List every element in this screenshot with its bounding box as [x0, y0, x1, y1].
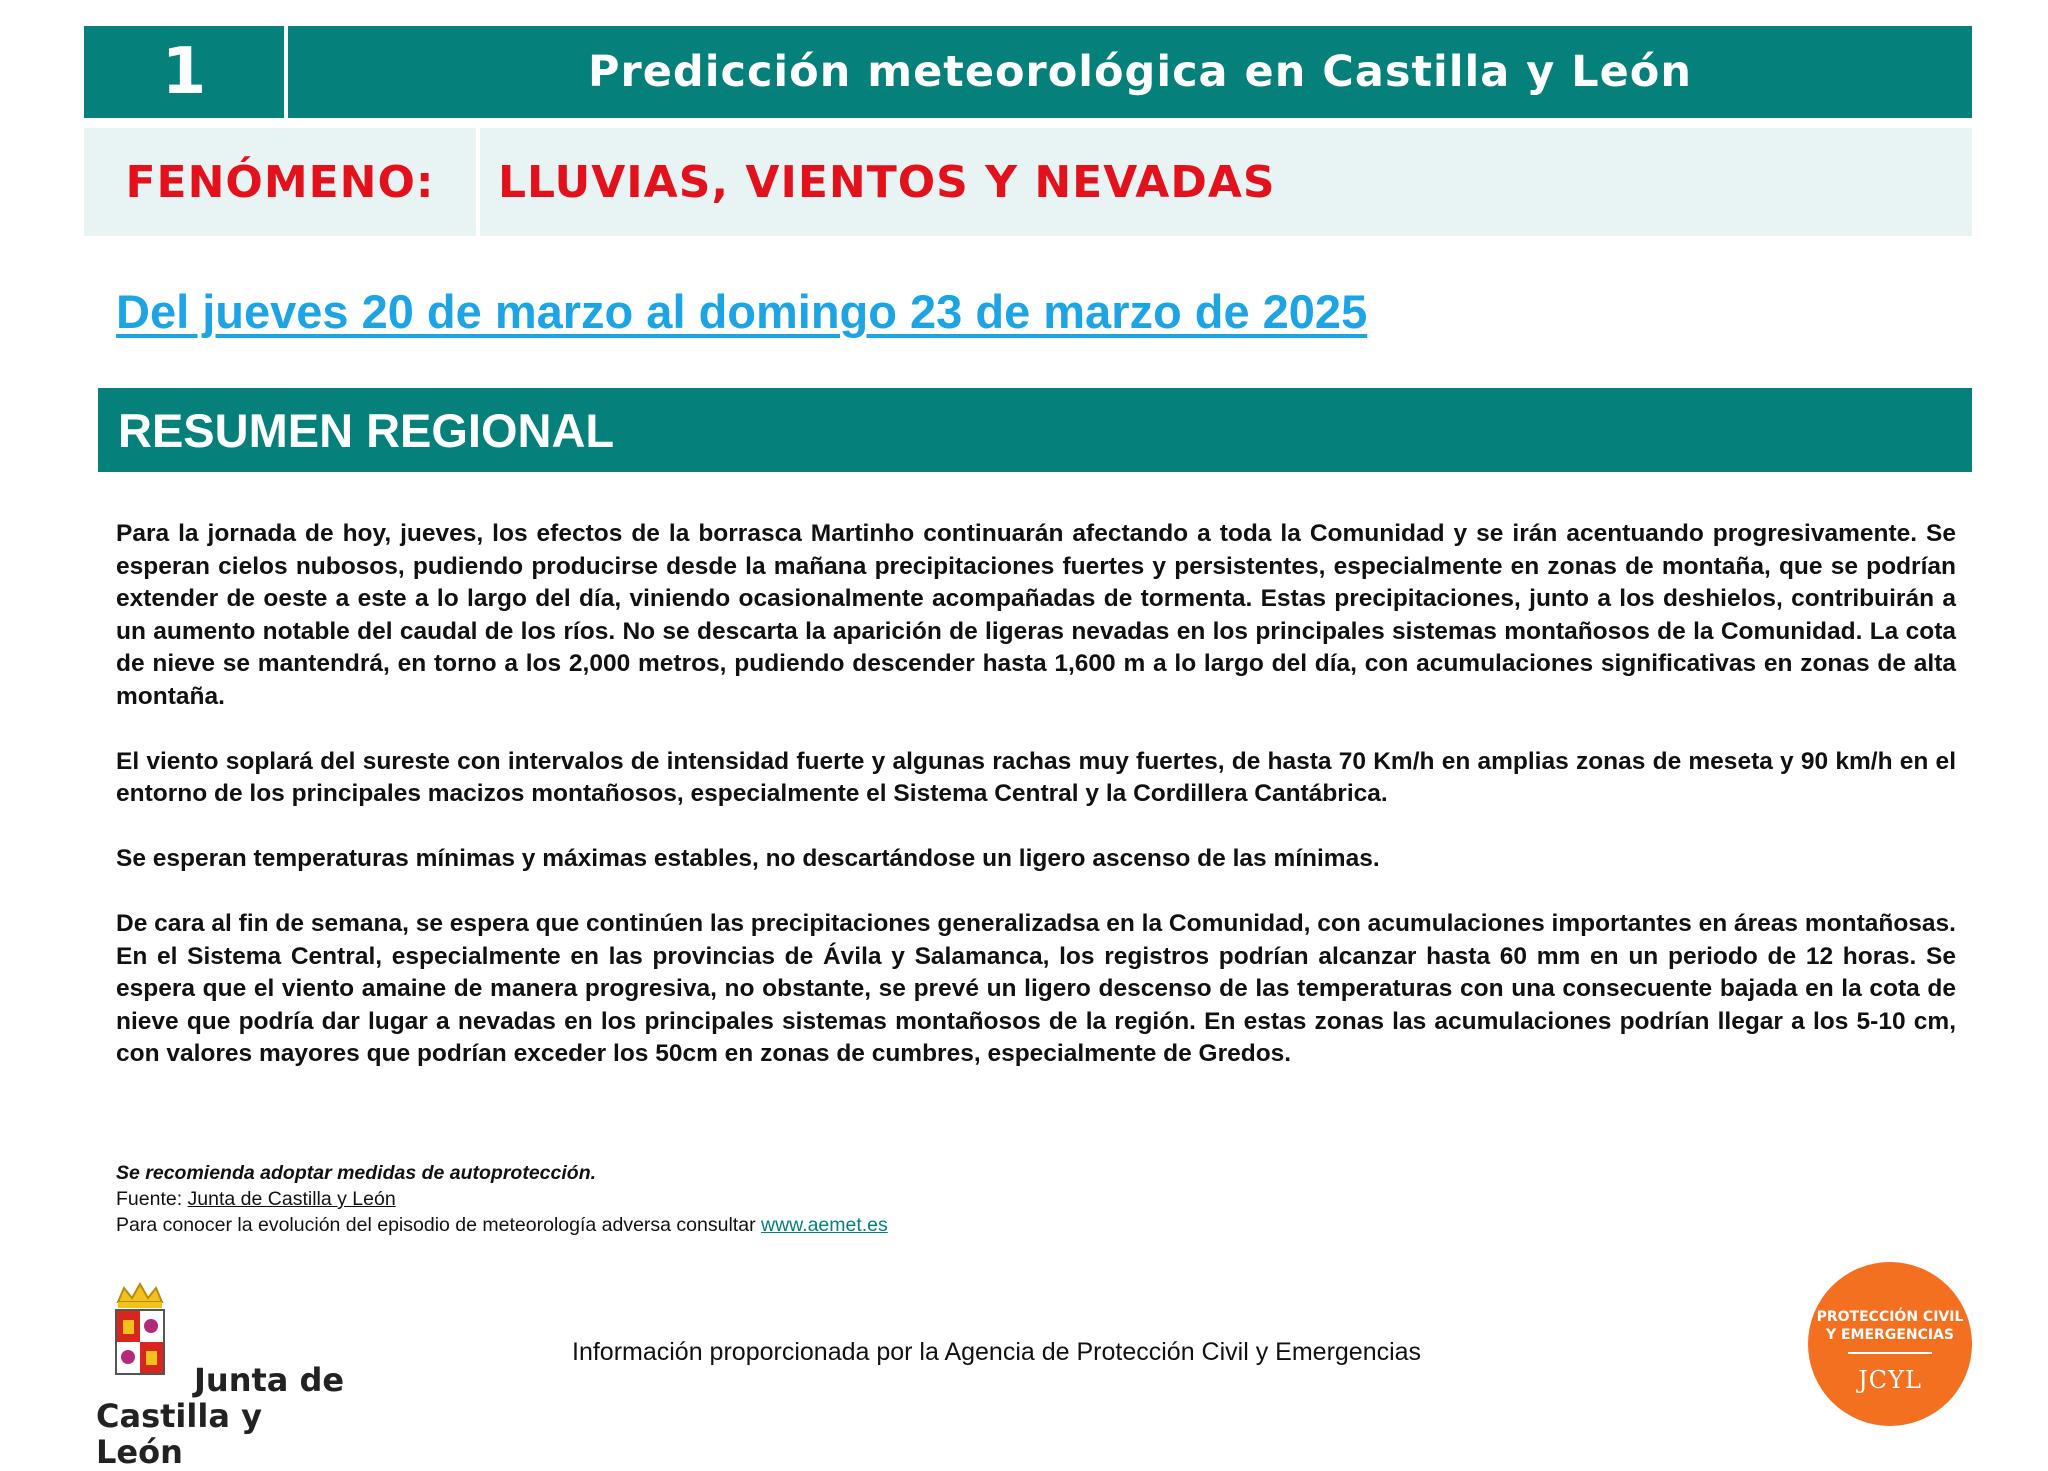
phenomenon-label: FENÓMENO:: [84, 128, 476, 236]
more-info-text: Para conocer la evolución del episodio de meteorología adversa consultar: [116, 1214, 761, 1236]
source-line: [116, 1186, 888, 1212]
date-range-link[interactable]: Del jueves 20 de marzo al domingo 23 de marzo de 2025: [116, 285, 1368, 338]
pc-line-1: PROTECCIÓN CIVIL: [1816, 1309, 1964, 1325]
notes: [116, 1160, 888, 1238]
recommendation-note: Se recomienda adoptar medidas de autoprotección.: [116, 1162, 597, 1184]
footer-info: Información proporcionada por la Agencia de Protección Civil y Emergencias: [572, 1338, 1422, 1366]
header-bar: [84, 26, 1972, 118]
paragraph: Para la jornada de hoy, jueves, los efectos de la borrasca Martinho continuarán afectando a toda la Comunidad y se irán acentuando progresivamente. Se esperan cielos nubosos, pudiendo producirse desde la mañana precipitaciones fuertes y persistentes, especialmente en zonas de montaña, que se podrían extender de oeste a este a lo largo del día, viniendo ocasionalmente acompañadas de tormenta. Estas precipitaciones, junto a los deshielos, contribuirán a un aumento notable del caudal de los ríos. No se descarta la aparición de ligeras nevadas en los principales sistemas montañosos de la Comunidad. La cota de nieve se mantendrá, en torno a los 2,000 metros, pudiendo descender hasta 1,600 m a lo largo del día, con acumulaciones significativas en zonas de alta montaña.: [116, 520, 1956, 710]
pc-logo-text: [1808, 1308, 1972, 1344]
section-title: RESUMEN REGIONAL: [98, 388, 1972, 472]
source-link[interactable]: Junta de Castilla y León: [187, 1188, 396, 1210]
paragraph: El viento soplará del sureste con intervalos de intensidad fuerte y algunas rachas muy fuertes, de hasta 70 Km/h en amplias zonas de meseta y 90 km/h en el entorno de los principales macizos montañosos, especialmente el Sistema Central y la Cordillera Cantábrica.: [116, 747, 1956, 807]
jcyl-line-2: Castilla y León: [96, 1397, 262, 1471]
source-label: Fuente:: [116, 1188, 188, 1210]
phenomenon-bar: [84, 128, 1972, 236]
paragraph: Se esperan temperaturas mínimas y máximas estables, no descartándose un ligero ascenso de las mínimas.: [116, 845, 1380, 872]
jcyl-line-1: Junta de: [194, 1361, 345, 1399]
phenomenon-value: LLUVIAS, VIENTOS Y NEVADAS: [480, 128, 1972, 236]
bulletin-number: 1: [84, 26, 284, 118]
aemet-link[interactable]: www.aemet.es: [760, 1214, 888, 1236]
summary-body: [116, 518, 1956, 1103]
page-title: Predicción meteorológica en Castilla y León: [288, 26, 1972, 118]
pc-line-2: Y EMERGENCIAS: [1825, 1327, 1955, 1343]
jcyl-wordmark: [96, 1362, 356, 1470]
pc-logo-divider: [1848, 1352, 1932, 1354]
pc-brand: JCYL: [1858, 1366, 1922, 1394]
more-info-line: [116, 1212, 888, 1238]
paragraph: De cara al fin de semana, se espera que continúen las precipitaciones generalizadsa en la Comunidad, con acumulaciones importantes en áreas montañosas. En el Sistema Central, especialmente en las provincias de Ávila y Salamanca, los registros podrían alcanzar hasta 60 mm en un periodo de 12 horas. Se espera que el viento amaine de manera progresiva, no obstante, se prevé un ligero descenso de las temperaturas con una consecuente bajada en la cota de nieve que podría dar lugar a nevadas en los principales sistemas montañosos de la región. En estas zonas las acumulaciones podrían llegar a los 5-10 cm, con valores mayores que podrían exceder los 50cm en zonas de cumbres, especialmente de Gredos.: [116, 910, 1956, 1067]
proteccion-civil-logo: [1808, 1262, 1972, 1426]
